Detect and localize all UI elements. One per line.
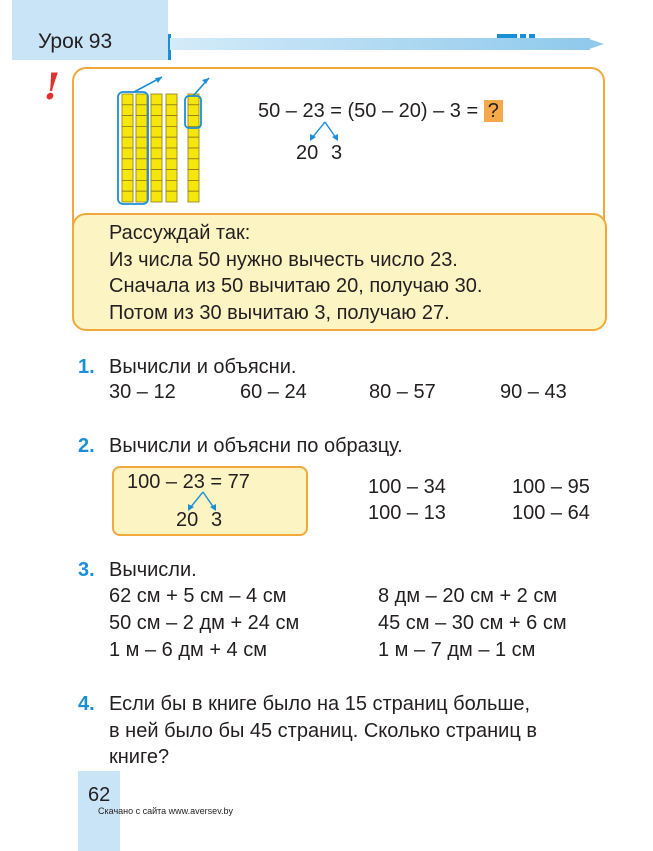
unit-cube <box>188 159 199 170</box>
unit-cube <box>166 148 177 159</box>
unit-cube <box>151 105 162 116</box>
task-item: 50 см – 2 дм + 24 см <box>109 612 300 634</box>
task-number: 1. <box>78 356 95 378</box>
page-number: 62 <box>88 784 111 806</box>
unit-cube <box>188 148 199 159</box>
unit-cube <box>122 126 133 137</box>
unit-cube <box>122 191 133 202</box>
task-text-line: книге? <box>109 746 170 768</box>
sample-split-a: 20 <box>176 509 199 531</box>
rule-split-arrows <box>300 120 350 144</box>
task-title: Вычисли. <box>109 559 197 581</box>
task-item: 60 – 24 <box>240 381 307 403</box>
reasoning-line: Сначала из 50 вычитаю 20, получаю 30. <box>109 275 483 297</box>
unit-cube <box>122 148 133 159</box>
task-number: 2. <box>78 435 95 457</box>
unit-cube <box>136 170 147 181</box>
unit-cube <box>122 105 133 116</box>
unit-cube <box>136 159 147 170</box>
task-number: 4. <box>78 693 95 715</box>
unit-cube <box>188 170 199 181</box>
task-number: 3. <box>78 559 95 581</box>
unit-cube <box>166 137 177 148</box>
reasoning-line: Рассуждай так: <box>109 222 251 244</box>
unit-cube <box>151 116 162 127</box>
header-marks <box>497 34 535 38</box>
unit-cube <box>151 180 162 191</box>
unit-cube <box>151 126 162 137</box>
reasoning-line: Потом из 30 вычитаю 3, получаю 27. <box>109 301 450 324</box>
task-item: 100 – 64 <box>512 502 590 524</box>
unit-cube <box>136 116 147 127</box>
unit-cube <box>122 94 133 105</box>
reasoning-line: Из числа 50 нужно вычесть число 23. <box>109 248 458 271</box>
task-item: 1 м – 7 дм – 1 см <box>378 639 536 661</box>
unit-cube <box>151 137 162 148</box>
unit-cube <box>166 180 177 191</box>
unit-cube <box>151 170 162 181</box>
unit-cube <box>151 159 162 170</box>
unit-cube <box>166 191 177 202</box>
unit-cube <box>122 116 133 127</box>
task-item: 90 – 43 <box>500 381 567 403</box>
lesson-title: Урок 93 <box>38 30 113 53</box>
unit-cube <box>136 180 147 191</box>
task-item: 30 – 12 <box>109 381 176 403</box>
task-item: 8 дм – 20 см + 2 см <box>378 585 558 607</box>
sample-split-b: 3 <box>211 509 223 531</box>
header-line <box>170 38 590 50</box>
unit-cube <box>166 170 177 181</box>
arrow-right-head <box>202 78 209 84</box>
unit-cube <box>122 159 133 170</box>
unit-cube <box>151 191 162 202</box>
unit-cube <box>136 191 147 202</box>
unit-cube <box>136 137 147 148</box>
unit-cube <box>122 137 133 148</box>
unit-cube <box>122 180 133 191</box>
rule-equation-text: 50 – 23 = (50 – 20) – 3 = <box>258 100 484 122</box>
rule-equation <box>258 100 503 123</box>
unit-cube <box>188 105 199 116</box>
attention-mark: ! <box>44 66 60 108</box>
task-item: 62 см + 5 см – 4 см <box>109 585 287 607</box>
unit-cube <box>188 116 199 127</box>
unit-cube <box>166 105 177 116</box>
unit-cube <box>188 137 199 148</box>
unit-cube <box>151 94 162 105</box>
task-title: Вычисли и объясни по образцу. <box>109 435 403 457</box>
unit-cube <box>166 116 177 127</box>
task-item: 100 – 34 <box>368 476 446 498</box>
reasoning-text <box>109 220 482 326</box>
unit-cube <box>122 170 133 181</box>
task-item: 45 см – 30 см + 6 см <box>378 612 567 634</box>
header-arrow <box>586 38 604 50</box>
task-item: 1 м – 6 дм + 4 см <box>109 639 267 661</box>
unit-cube <box>136 148 147 159</box>
unit-cube <box>136 126 147 137</box>
source-note: Скачано с сайта www.aversev.by <box>98 806 234 816</box>
unit-cube <box>136 105 147 116</box>
unit-cube <box>166 94 177 105</box>
task-title: Вычисли и объясни. <box>109 356 297 378</box>
unit-cube <box>136 94 147 105</box>
task-text-line: Если бы в книге было на 15 страниц больше, <box>109 693 531 715</box>
tens-blocks-illustration <box>112 74 222 209</box>
task-item: 100 – 13 <box>368 502 446 524</box>
rule-split-a: 20 <box>296 142 319 164</box>
unknown-answer: ? <box>484 100 503 122</box>
rule-split-b: 3 <box>331 142 343 164</box>
unit-cube <box>166 159 177 170</box>
task-item: 80 – 57 <box>369 381 436 403</box>
tens-blocks <box>122 94 199 202</box>
unit-cube <box>188 191 199 202</box>
unit-cube <box>188 180 199 191</box>
task-item: 100 – 95 <box>512 476 590 498</box>
task-text-line: в ней было бы 45 страниц. Сколько страниц в <box>109 720 537 742</box>
sample-equation: 100 – 23 = 77 <box>127 471 250 493</box>
unit-cube <box>151 148 162 159</box>
unit-cube <box>166 126 177 137</box>
